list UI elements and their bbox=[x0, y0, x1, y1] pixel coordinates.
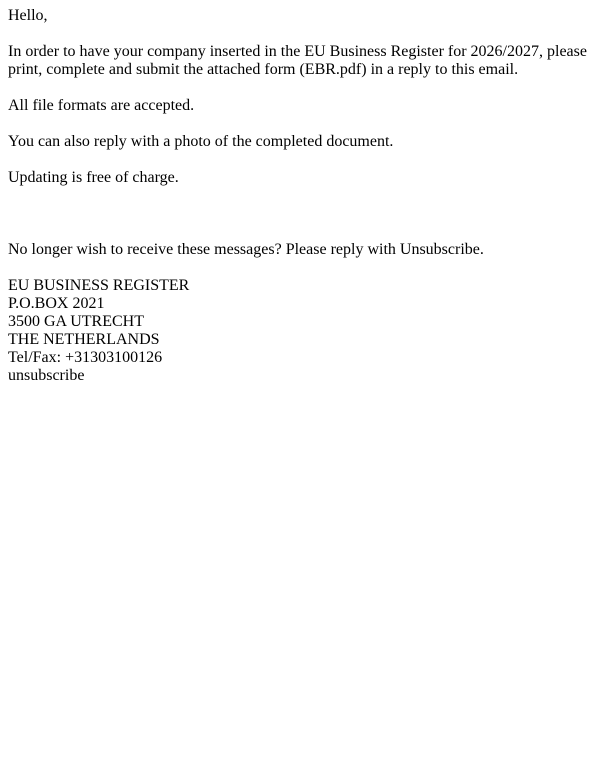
signature-company: EU BUSINESS REGISTER bbox=[8, 277, 190, 294]
file-formats-paragraph: All file formats are accepted. bbox=[8, 97, 195, 114]
signature-country: THE NETHERLANDS bbox=[8, 331, 160, 348]
greeting: Hello, bbox=[8, 7, 48, 24]
signature-city: 3500 GA UTRECHT bbox=[8, 313, 144, 330]
signature-po-box: P.O.BOX 2021 bbox=[8, 295, 105, 312]
free-of-charge-paragraph: Updating is free of charge. bbox=[8, 169, 179, 186]
registration-paragraph: In order to have your company inserted in the EU Business Register for 2026/2027, please print, complete and submit the attached form (EBR.pdf) in a reply to this email. bbox=[8, 43, 587, 78]
unsubscribe-link[interactable]: unsubscribe bbox=[8, 367, 85, 384]
unsubscribe-notice: No longer wish to receive these messages? Please reply with Unsubscribe. bbox=[8, 241, 484, 258]
signature-phone: Tel/Fax: +31303100126 bbox=[8, 349, 163, 366]
blank-space bbox=[8, 205, 592, 241]
photo-reply-paragraph: You can also reply with a photo of the completed document. bbox=[8, 133, 394, 150]
signature-block bbox=[8, 277, 592, 385]
